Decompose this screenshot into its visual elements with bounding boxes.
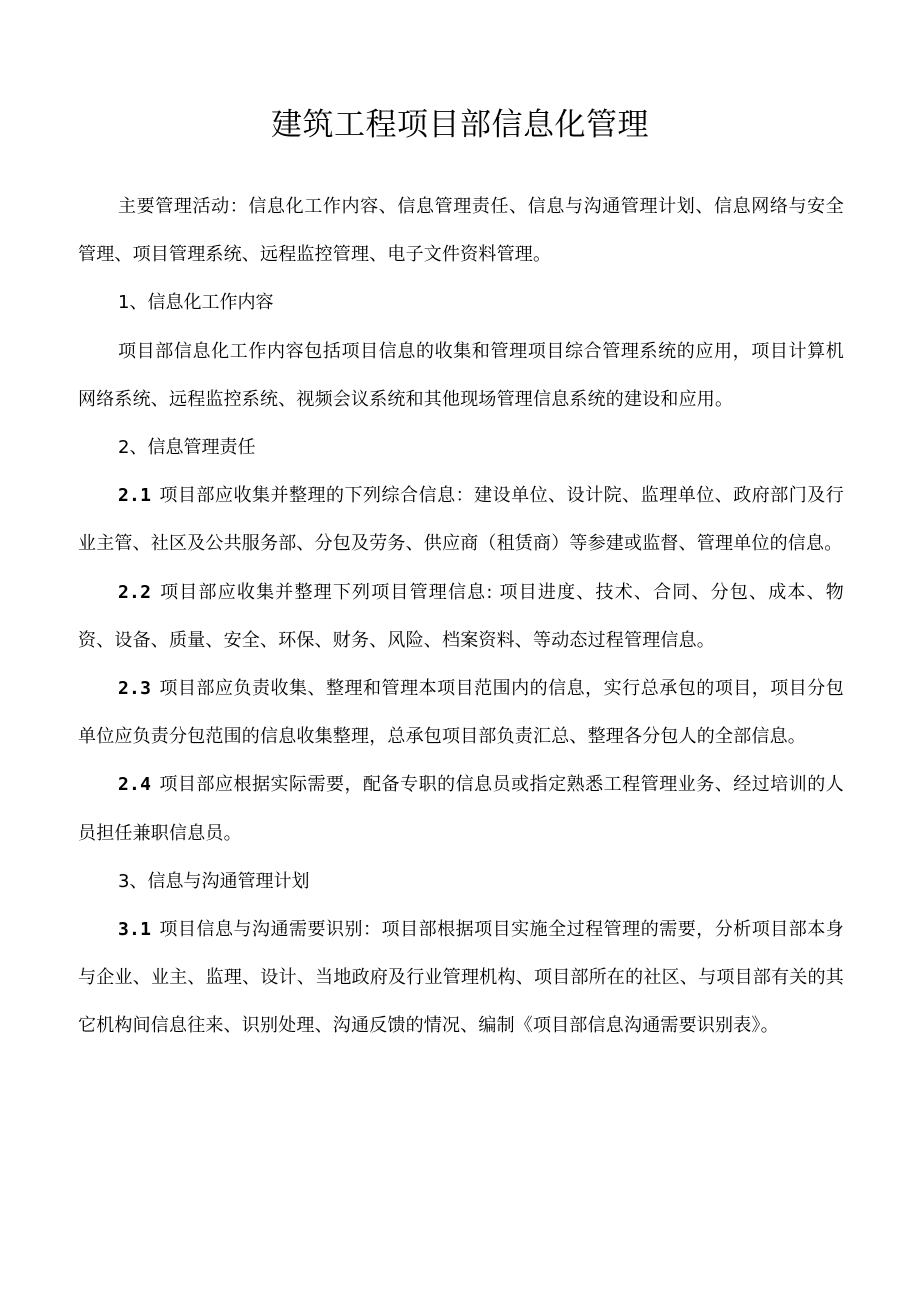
section-1-heading: 1、信息化工作内容 — [118, 292, 274, 314]
clause-number: 2.2 — [118, 581, 152, 603]
clause-2-4 — [78, 761, 844, 857]
clause-text: 项目信息与沟通需要识别：项目部根据项目实施全过程管理的需要，分析项目部本身与企业、业主、监理、设计、当地政府及行业管理机构、项目部所在的社区、与项目部有关的其它机构间信息往来、识别处理、沟通反馈的情况、编制《项目部信息沟通需要识别表》。 — [78, 919, 844, 1037]
clause-2-2 — [78, 569, 844, 665]
clause-text: 项目部应负责收集、整理和管理本项目范围内的信息，实行总承包的项目，项目分包单位应负责分包范围的信息收集整理，总承包项目部负责汇总、整理各分包人的全部信息。 — [78, 678, 844, 748]
clause-number: 2.1 — [118, 485, 152, 507]
clause-number: 3.1 — [118, 919, 152, 941]
clause-3-1 — [78, 906, 844, 1051]
section-2-heading: 2、信息管理责任 — [118, 437, 256, 459]
clause-text: 项目部应根据实际需要，配备专职的信息员或指定熟悉工程管理业务、经过培训的人员担任兼职信息员。 — [78, 774, 844, 844]
clause-text: 项目部应收集并整理的下列综合信息：建设单位、设计院、监理单位、政府部门及行业主管、社区及公共服务部、分包及劳务、供应商（租赁商）等参建或监督、管理单位的信息。 — [78, 485, 844, 555]
section-3-heading: 3、信息与沟通管理计划 — [118, 870, 310, 892]
clause-2-1 — [78, 472, 844, 568]
clause-number: 2.3 — [118, 678, 152, 700]
document-title: 建筑工程项目部信息化管理 — [271, 107, 649, 143]
intro-paragraph: 主要管理活动：信息化工作内容、信息管理责任、信息与沟通管理计划、信息网络与安全管理、项目管理系统、远程监控管理、电子文件资料管理。 — [78, 196, 844, 266]
section-1-paragraph: 项目部信息化工作内容包括项目信息的收集和管理项目综合管理系统的应用，项目计算机网络系统、远程监控系统、视频会议系统和其他现场管理信息系统的建设和应用。 — [78, 340, 844, 410]
clause-number: 2.4 — [118, 774, 152, 796]
clause-text: 项目部应收集并整理下列项目管理信息: 项目进度、技术、合同、分包、成本、物资、设备、质量、安全、环保、财务、风险、档案资料、等动态过程管理信息。 — [78, 581, 844, 651]
document-body — [78, 183, 844, 1051]
clause-2-3 — [78, 665, 844, 761]
